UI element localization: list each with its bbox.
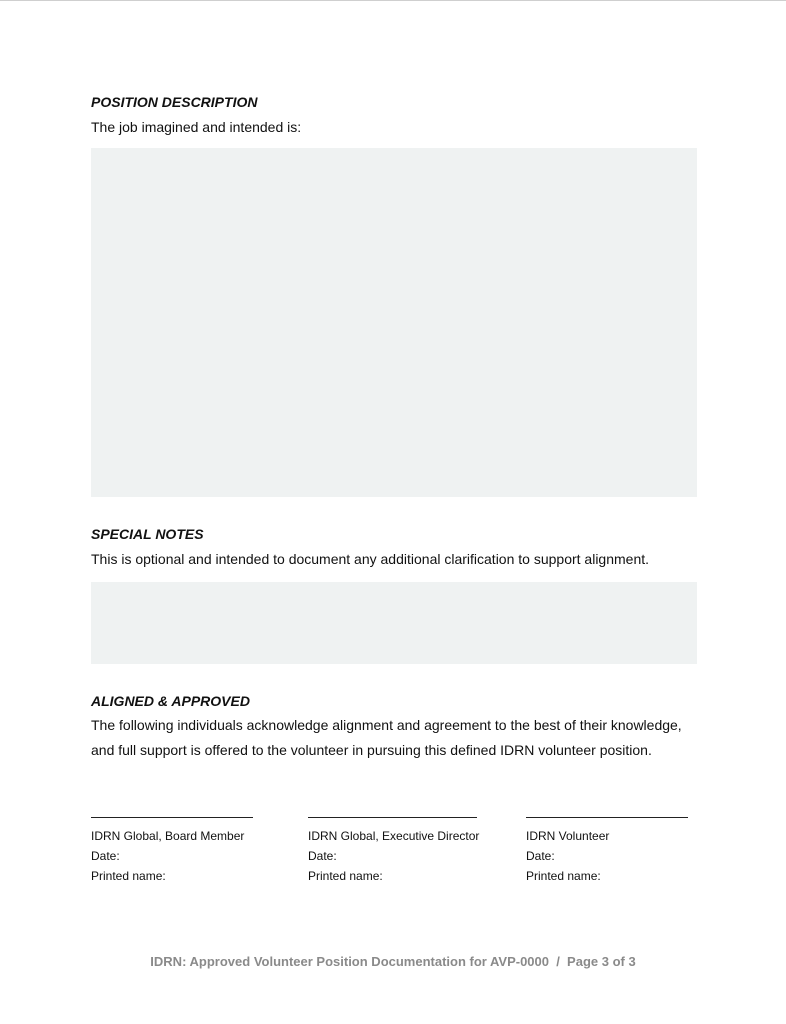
signature-block-volunteer	[526, 817, 688, 886]
special-notes-text: This is optional and intended to document any additional clarification to support alignment.	[91, 551, 650, 567]
position-description-field[interactable]	[91, 148, 697, 497]
special-notes-field[interactable]	[91, 582, 697, 664]
signature-block-board-member	[91, 817, 253, 886]
signature-role: IDRN Global, Executive Director	[308, 829, 480, 843]
aligned-approved-line-1: The following individuals acknowledge alignment and agreement to the best of their knowledge,	[91, 717, 682, 733]
aligned-approved-line-2: and full support is offered to the volunteer in pursuing this defined IDRN volunteer position.	[91, 742, 652, 758]
signature-block-executive-director	[308, 817, 480, 886]
signature-date-label: Date:	[91, 849, 120, 863]
signature-printed-name-label: Printed name:	[526, 869, 601, 883]
signature-line[interactable]	[526, 817, 688, 818]
signature-printed-name-label: Printed name:	[91, 869, 166, 883]
special-notes-heading: SPECIAL NOTES	[91, 526, 204, 542]
signature-role: IDRN Global, Board Member	[91, 829, 245, 843]
signature-date-label: Date:	[308, 849, 337, 863]
position-description-heading: POSITION DESCRIPTION	[91, 94, 258, 110]
page-footer: IDRN: Approved Volunteer Position Documentation for AVP-0000 / Page 3 of 3	[150, 954, 636, 969]
signature-date-label: Date:	[526, 849, 555, 863]
signature-line[interactable]	[91, 817, 253, 818]
aligned-approved-text	[91, 713, 682, 763]
signature-printed-name-label: Printed name:	[308, 869, 383, 883]
position-description-text: The job imagined and intended is:	[91, 119, 302, 135]
signature-role: IDRN Volunteer	[526, 829, 610, 843]
aligned-approved-heading: ALIGNED & APPROVED	[91, 693, 250, 709]
signature-line[interactable]	[308, 817, 477, 818]
